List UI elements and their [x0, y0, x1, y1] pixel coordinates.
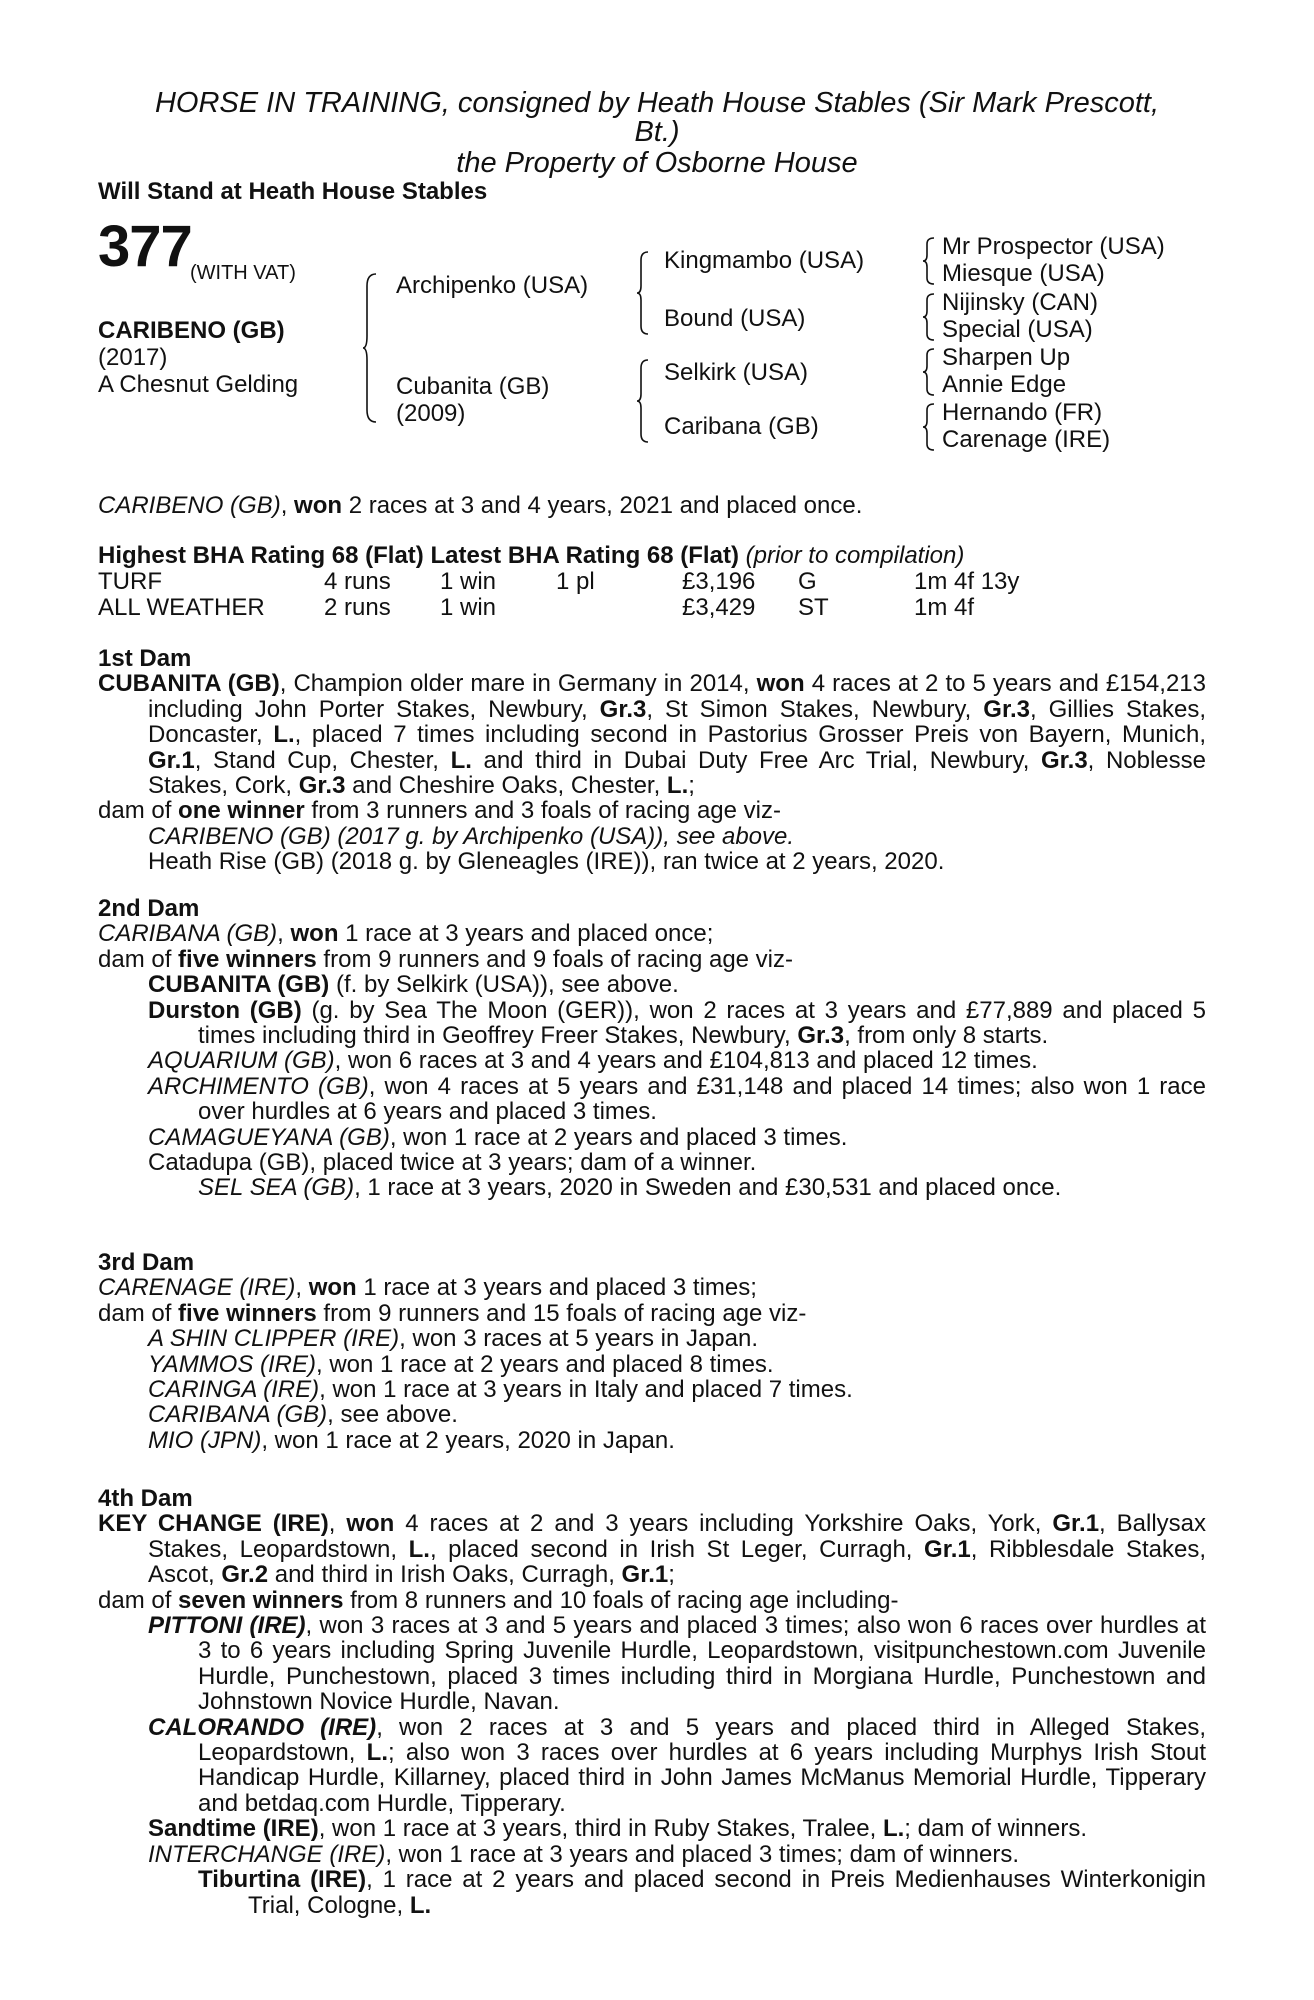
record-going: G [798, 568, 817, 595]
pedigree-ggd-4: Carenage (IRE) [942, 426, 1111, 453]
pedigree-brace-sire [636, 250, 650, 336]
produce-entry: CARINGA (IRE), won 1 race at 3 years in Italy and placed 7 times. [148, 1376, 853, 1404]
produce-entry: Sandtime (IRE), won 1 race at 3 years, third in Ruby Stakes, Tralee, L.; dam of winners. [148, 1815, 1088, 1843]
pedigree-ggs-1: Mr Prospector (USA) [942, 233, 1165, 260]
produce-entry: MIO (JPN), won 1 race at 2 years, 2020 in Japan. [148, 1426, 675, 1454]
pedigree-ggs-2: Nijinsky (CAN) [942, 289, 1098, 316]
third-dam-section: 3rd Dam CARENAGE (IRE), won 1 race at 3 years and placed 3 times; dam of five winners from 9 runners and 15 foals of racing age viz- A SHIN CLIPPER (IRE), won 3 races at 5 years in Japan. YAMMOS (IRE), won 1 race at 2 years and placed 8 times. CARINGA (IRE), won 1 race at 3 years in Italy and placed 7 times. CARIBANA (GB), see above. MIO (JPN), won 1 race at 2 years, 2020 in Japan. [98, 1250, 1206, 1453]
produce-entry: CAMAGUEYANA (GB), won 1 race at 2 years and placed 3 times. [148, 1123, 848, 1151]
pedigree-brace-g4 [922, 402, 936, 452]
pedigree-brace-g3 [922, 347, 936, 397]
record-distance: 1m 4f 13y [914, 568, 1020, 595]
grand-produce-entry: Tiburtina (IRE), 1 race at 2 years and placed second in Preis Medienhauses Winterkonigin Trial, Cologne, L. [198, 1866, 1206, 1919]
produce-entry: INTERCHANGE (IRE), won 1 race at 3 years and placed 3 times; dam of winners. [148, 1840, 1019, 1868]
pedigree-dam-sire: Selkirk (USA) [664, 359, 809, 386]
pedigree-dam: Cubanita (GB) [396, 373, 550, 400]
record-surface: TURF [98, 568, 162, 595]
produce-entry: ARCHIMENTO (GB), won 4 races at 5 years and £31,148 and placed 14 times; also won 1 race over hurdles at 6 years and placed 3 times. [148, 1072, 1206, 1126]
fourth-dam-record: KEY CHANGE (IRE), won 4 races at 2 and 3 years including Yorkshire Oaks, York, Gr.1, Ballysax Stakes, Leopardstown, L., placed second in Irish St Leger, Curragh, Gr.1, Ribblesdale Stakes, Ascot, Gr.2 and third in Irish Oaks, Curragh, Gr.1; [98, 1510, 1206, 1589]
rating-label: Highest BHA Rating 68 (Flat) Latest BHA Rating 68 (Flat) [98, 542, 739, 569]
produce-entry: A SHIN CLIPPER (IRE), won 3 races at 5 years in Japan. [148, 1325, 759, 1353]
horse-year: (2017) [98, 344, 168, 371]
fourth-dam-section [98, 1486, 1206, 1918]
produce-entry: AQUARIUM (GB), won 6 races at 3 and 4 years and £104,813 and placed 12 times. [148, 1047, 1038, 1075]
pedigree-sire: Archipenko (USA) [396, 272, 589, 299]
first-dam-record: CUBANITA (GB), Champion older mare in Germany in 2014, won 4 races at 2 to 5 years and £154,213 including John Porter Stakes, Newbury, Gr.3, St Simon Stakes, Newbury, Gr.3, Gillies Stakes, Doncaster, L., placed 7 times including second in Pastorius Grosser Preis von Bayern, Munich, Gr.1, Stand Cup, Chester, L. and third in Dubai Duty Free Arc Trial, Newbury, Gr.3, Noblesse Stakes, Cork, Gr.3 and Cheshire Oaks, Chester, L.; [98, 670, 1206, 800]
record-prize: £3,429 [682, 594, 756, 621]
pedigree-brace-g2 [922, 292, 936, 342]
record-placed: 1 pl [556, 568, 595, 595]
section-title: 2nd Dam [98, 895, 200, 922]
record-wins: 1 win [440, 594, 497, 621]
pedigree-brace-dam [636, 358, 650, 444]
bha-rating [98, 543, 1206, 568]
produce-entry: CALORANDO (IRE), won 2 races at 3 and 5 years and placed third in Alleged Stakes, Leopardstown, L.; also won 3 races over hurdles at 6 years including Murphys Irish Stout Handicap Hurdle, Killarney, placed third in John James McManus Memorial Hurdle, Tipperary and betdaq.com Hurdle, Tipperary. [148, 1713, 1207, 1817]
summary-horse-name: CARIBENO (GB) [98, 492, 281, 519]
horse-name: CARIBENO (GB) [98, 317, 285, 344]
produce-entry: Catadupa (GB), placed twice at 3 years; dam of a winner. [148, 1149, 757, 1177]
section-title: 3rd Dam [98, 1249, 195, 1276]
dam-name: CARIBANA (GB) [98, 920, 278, 948]
pedigree-ggd-3: Annie Edge [942, 371, 1067, 398]
produce-entry: YAMMOS (IRE), won 1 race at 2 years and placed 8 times. [148, 1350, 774, 1378]
dam-of-line: dam of five winners from 9 runners and 9 foals of racing age viz- [98, 945, 794, 973]
stand-location: Will Stand at Heath House Stables [98, 178, 488, 205]
first-dam-section [98, 646, 1206, 875]
record-going: ST [798, 594, 829, 621]
pedigree-ggd-1: Miesque (USA) [942, 260, 1105, 287]
section-title: 1st Dam [98, 645, 192, 672]
dam-of-line: dam of one winner from 3 runners and 3 foals of racing age viz- [98, 797, 781, 825]
record-surface: ALL WEATHER [98, 594, 265, 621]
pedigree-ggd-2: Special (USA) [942, 316, 1093, 343]
pedigree-ggs-3: Sharpen Up [942, 344, 1071, 371]
rating-note: (prior to compilation) [738, 542, 965, 569]
produce-entry: CARIBANA (GB), see above. [148, 1401, 458, 1429]
pedigree-ggs-4: Hernando (FR) [942, 399, 1103, 426]
record-runs: 2 runs [324, 594, 391, 621]
produce-entry: CUBANITA (GB) (f. by Selkirk (USA)), see above. [148, 971, 679, 999]
produce-entry: CARIBENO (GB) (2017 g. by Archipenko (USA)), see above. [148, 822, 795, 850]
pedigree-sire-dam: Bound (USA) [664, 305, 806, 332]
pedigree-brace-g1 [922, 236, 936, 286]
summary-won: won [294, 492, 343, 519]
record-prize: £3,196 [682, 568, 756, 595]
dam-name: CUBANITA (GB) [98, 670, 280, 698]
dam-of-line: dam of seven winners from 8 runners and 10 foals of racing age including- [98, 1586, 899, 1614]
header-title-line3: the Property of Osborne House [456, 147, 858, 179]
pedigree-dam-dam: Caribana (GB) [664, 413, 819, 440]
pedigree-dam-year: (2009) [396, 400, 466, 427]
grand-produce-entry: SEL SEA (GB), 1 race at 3 years, 2020 in Sweden and £30,531 and placed once. [198, 1174, 1062, 1202]
dam-name: KEY CHANGE (IRE) [98, 1510, 329, 1538]
record-distance: 1m 4f [914, 594, 975, 621]
header-title-line1: HORSE IN TRAINING, consigned by Heath House Stables (Sir Mark Prescott, [154, 87, 1160, 119]
summary-text: 2 races at 3 and 4 years, 2021 and placed once. [342, 492, 863, 519]
dam-name: CARENAGE (IRE) [98, 1274, 296, 1302]
horse-description: A Chesnut Gelding [98, 371, 299, 398]
pedigree-sire-sire: Kingmambo (USA) [664, 247, 865, 274]
second-dam-section: 2nd Dam CARIBANA (GB), won 1 race at 3 years and placed once; dam of five winners from 9 runners and 9 foals of racing age viz- CUBANITA (GB) (f. by Selkirk (USA)), see above. Durston (GB) (g. by Sea The Moon (GER)), won 2 races at 3 years and £77,889 and placed 5 times including third in Geoffrey Freer Stakes, Newbury, Gr.3, from only 8 starts. AQUARIUM (GB), won 6 races at 3 and 4 years and £104,813 and placed 12 times. ARCHIMENTO (GB), won 4 races at 5 years and £31,148 and placed 14 times; also won 1 race over hurdles at 6 years and placed 3 times. CAMAGUEYANA (GB), won 1 race at 2 years and placed 3 times. Catadupa (GB), placed twice at 3 years; dam of a winner. SEL SEA (GB), 1 race at 3 years, 2020 in Sweden and £30,531 and placed once. [98, 895, 1206, 1202]
lot-number: 377 [98, 214, 192, 279]
section-title: 4th Dam [98, 1485, 193, 1512]
dam-of-line: dam of five winners from 9 runners and 15 foals of racing age viz- [98, 1299, 807, 1327]
race-summary: CARIBENO (GB), won 2 races at 3 and 4 years, 2021 and placed once. [98, 492, 863, 519]
produce-entry: Heath Rise (GB) (2018 g. by Gleneagles (IRE)), ran twice at 2 years, 2020. [148, 848, 945, 876]
header-title-line2: Bt.) [634, 116, 680, 148]
produce-entry: Durston (GB) (g. by Sea The Moon (GER)), won 2 races at 3 years and £77,889 and placed 5 times including third in Geoffrey Freer Stakes, Newbury, Gr.3, from only 8 starts. [148, 996, 1206, 1050]
vat-label: (WITH VAT) [190, 262, 296, 284]
pedigree-brace-main [362, 272, 378, 424]
record-runs: 4 runs [324, 568, 391, 595]
produce-entry: PITTONI (IRE), won 3 races at 3 and 5 years and placed 3 times; also won 6 races over hurdles at 3 to 6 years including Spring Juvenile Hurdle, Leopardstown, visitpunchestown.com Juvenile Hurdle, Punchestown, placed 3 times including third in Morgiana Hurdle, Punchestown and Johnstown Novice Hurdle, Navan. [148, 1612, 1207, 1716]
record-wins: 1 win [440, 568, 497, 595]
